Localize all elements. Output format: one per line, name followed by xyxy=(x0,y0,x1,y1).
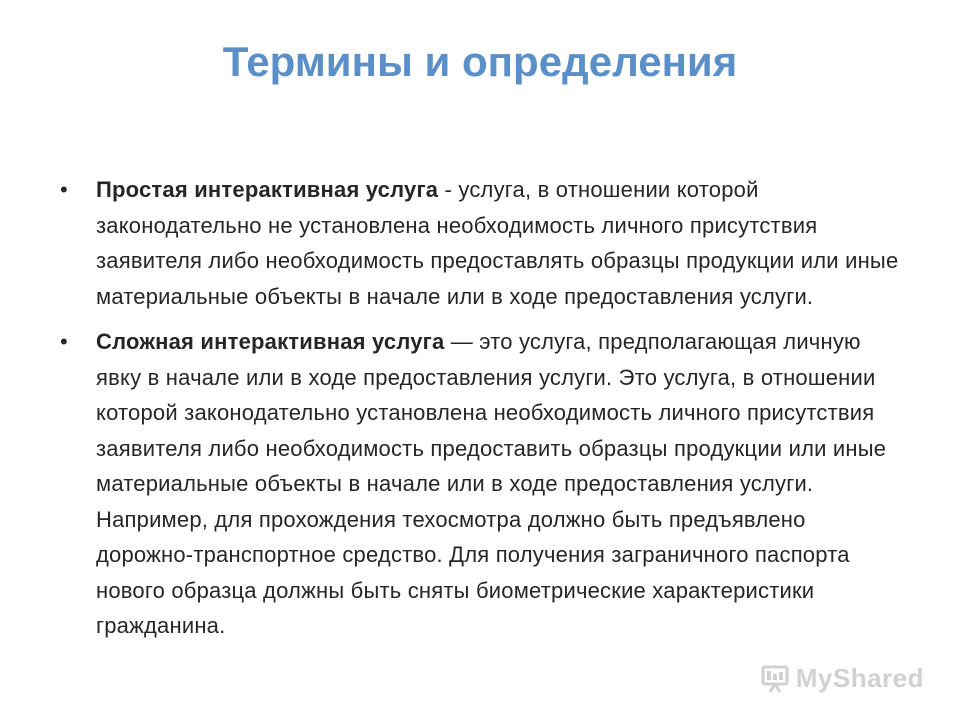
definition-complex-service: — это услуга, предполагающая личную явку в начале или в ходе предоставления услуги. Это услуга, в отношении которой законодательно установлена необходимость личного присутствия заявителя либо необходимость предоставить образцы продукции или иные материальные объекты в начале или в ходе предоставления услуги. Например, для прохождения техосмотра должно быть предъявлено дорожно-транспортное средство. Для получения заграничного паспорта нового образца должны быть сняты биометрические характеристики гражданина. xyxy=(96,329,887,638)
list-item-simple-service xyxy=(60,172,900,314)
presentation-board-icon xyxy=(760,664,790,694)
slide-content xyxy=(60,172,900,654)
list-item-complex-service xyxy=(60,324,900,644)
term-complex-service: Сложная интерактивная услуга xyxy=(96,329,445,354)
watermark-text: MyShared xyxy=(795,663,924,693)
term-simple-service: Простая интерактивная услуга xyxy=(96,177,439,202)
definition-simple-service: - услуга, в отношении которой законодательно не установлена необходимость личного присутствия заявителя либо необходимость предоставлять образцы продукции или иные материальные объекты в начале или в ходе предоставления услуги. xyxy=(96,177,899,309)
watermark xyxy=(760,663,924,694)
slide-title: Термины и определения xyxy=(222,38,738,85)
bullet-icon: • xyxy=(60,177,68,202)
bullet-icon: • xyxy=(60,329,68,354)
